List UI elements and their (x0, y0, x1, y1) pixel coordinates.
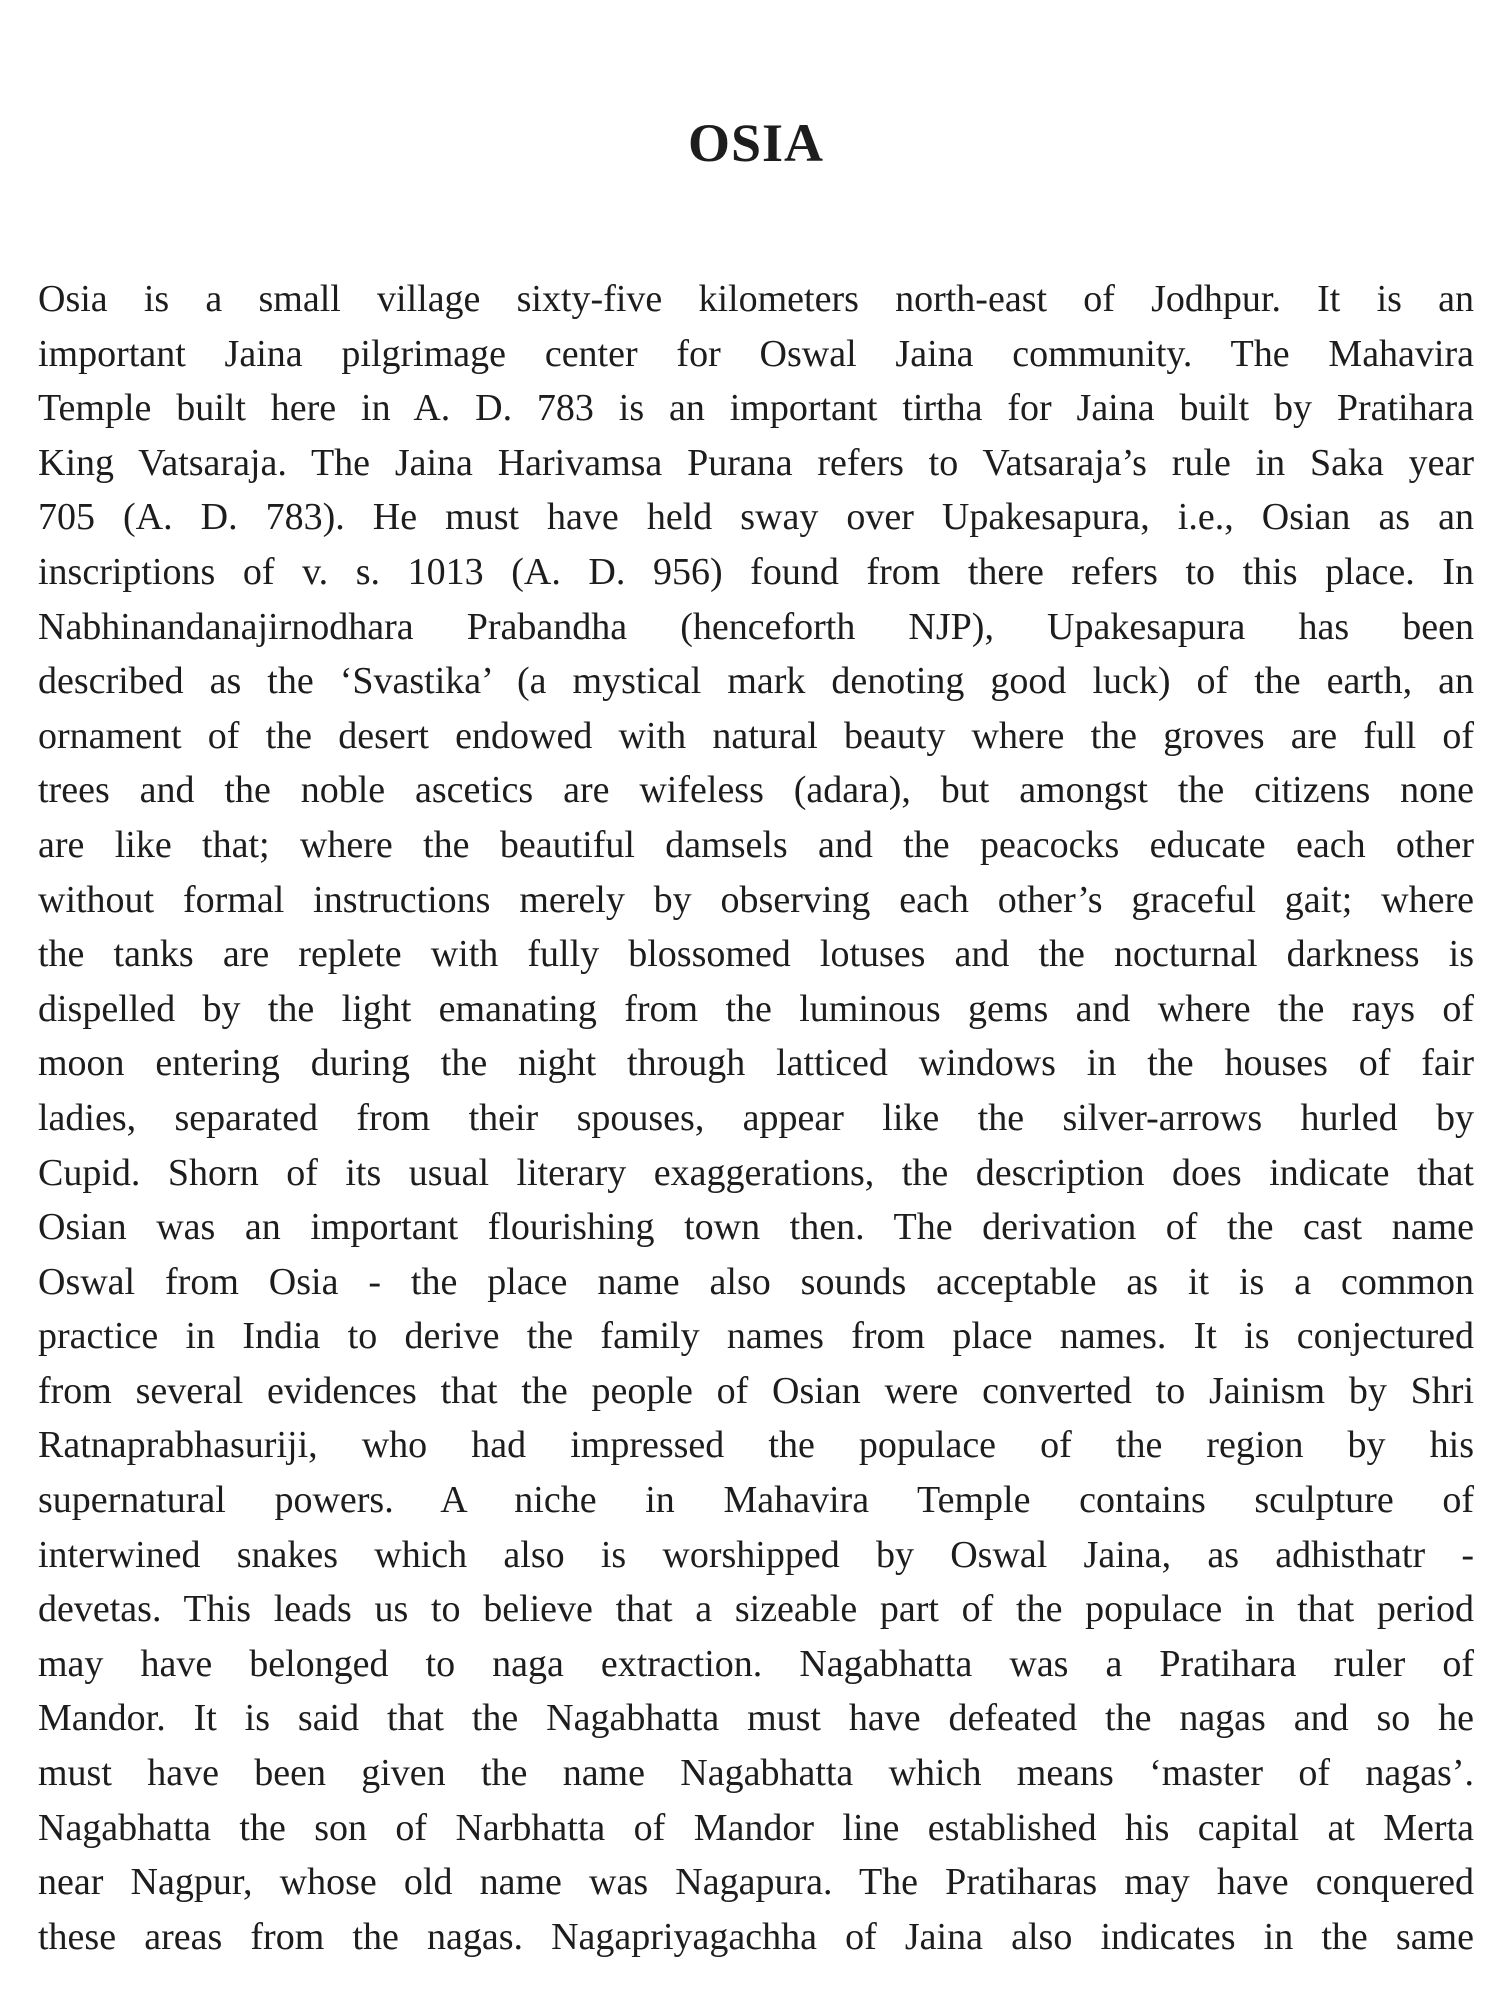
text-line: Oswal from Osia - the place name also sounds acceptable as it is a common (38, 1260, 1474, 1303)
text-line: from several evidences that the people of Osian were converted to Jainism by Shri (38, 1369, 1474, 1412)
text-line: supernatural powers. A niche in Mahavira Temple contains sculpture of (38, 1479, 1474, 1522)
text-line: practice in India to derive the family names from place names. It is conjectured (38, 1315, 1474, 1358)
text-line: Cupid. Shorn of its usual literary exaggerations, the description does indicate that (38, 1151, 1474, 1194)
body-paragraph (38, 272, 1474, 1964)
text-line: are like that; where the beautiful damsels and the peacocks educate each other (38, 823, 1474, 866)
text-line: trees and the noble ascetics are wifeless (adara), but amongst the citizens none (38, 769, 1474, 812)
text-line: Nabhinandanajirnodhara Prabandha (henceforth NJP), Upakesapura has been (38, 605, 1474, 648)
text-line: described as the ‘Svastika’ (a mystical mark denoting good luck) of the earth, an (38, 660, 1474, 703)
text-line: Mandor. It is said that the Nagabhatta must have defeated the nagas and so he (38, 1697, 1474, 1740)
text-line: may have belonged to naga extraction. Nagabhatta was a Pratihara ruler of (38, 1642, 1474, 1685)
text-line: must have been given the name Nagabhatta which means ‘master of nagas’. (38, 1752, 1474, 1795)
text-line: Osian was an important flourishing town then. The derivation of the cast name (38, 1206, 1474, 1249)
text-line: inscriptions of v. s. 1013 (A. D. 956) found from there refers to this place. In (38, 550, 1474, 593)
text-line: important Jaina pilgrimage center for Oswal Jaina community. The Mahavira (38, 332, 1474, 375)
text-line: dispelled by the light emanating from the luminous gems and where the rays of (38, 987, 1474, 1030)
document-page (38, 0, 1474, 2000)
text-line: ornament of the desert endowed with natural beauty where the groves are full of (38, 714, 1474, 757)
text-line: Temple built here in A. D. 783 is an important tirtha for Jaina built by Pratihara (38, 387, 1474, 430)
text-line: 705 (A. D. 783). He must have held sway over Upakesapura, i.e., Osian as an (38, 496, 1474, 539)
text-line: King Vatsaraja. The Jaina Harivamsa Purana refers to Vatsaraja’s rule in Saka year (38, 441, 1474, 484)
text-line: without formal instructions merely by observing each other’s graceful gait; where (38, 878, 1474, 921)
text-line: moon entering during the night through latticed windows in the houses of fair (38, 1042, 1474, 1085)
text-line: these areas from the nagas. Nagapriyagachha of Jaina also indicates in the same (38, 1915, 1474, 1958)
text-line: the tanks are replete with fully blossomed lotuses and the nocturnal darkness is (38, 933, 1474, 976)
page-title: OSIA (687, 113, 825, 173)
text-line: Nagabhatta the son of Narbhatta of Mandor line established his capital at Merta (38, 1806, 1474, 1849)
text-line: Ratnaprabhasuriji, who had impressed the populace of the region by his (38, 1424, 1474, 1467)
text-line: devetas. This leads us to believe that a sizeable part of the populace in that period (38, 1588, 1474, 1631)
text-line: near Nagpur, whose old name was Nagapura. The Pratiharas may have conquered (38, 1861, 1474, 1904)
text-line: ladies, separated from their spouses, appear like the silver-arrows hurled by (38, 1096, 1474, 1139)
text-line: interwined snakes which also is worshipped by Oswal Jaina, as adhisthatr - (38, 1533, 1474, 1576)
text-line: Osia is a small village sixty-five kilometers north-east of Jodhpur. It is an (38, 278, 1474, 320)
